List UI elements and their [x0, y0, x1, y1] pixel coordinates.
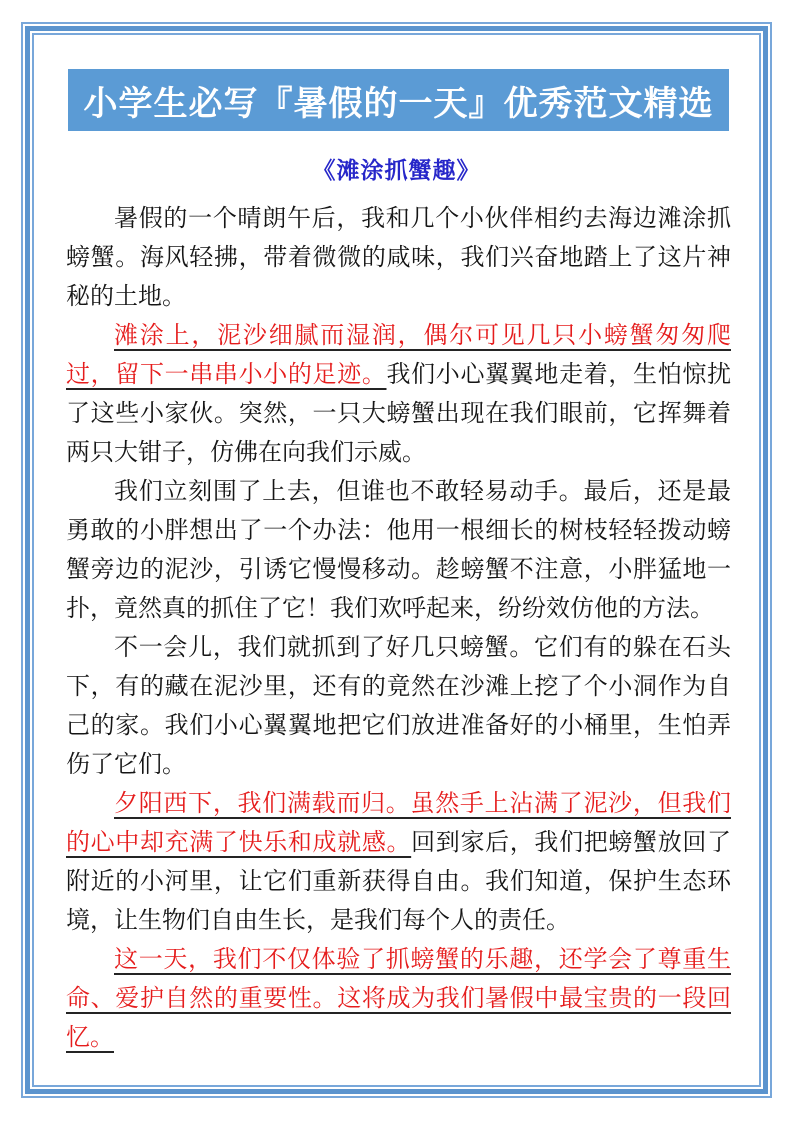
- essay-paragraph-5: [66, 784, 731, 940]
- highlighted-sentence: 滩涂上，泥沙细腻而湿润，偶尔可见几只小螃蟹匆匆爬过，留下一串串小小的足迹。: [66, 322, 731, 388]
- body-sentence: 不一会儿，我们就抓到了好几只螃蟹。它们有的躲在石头下，有的藏在泥沙里，还有的竟然在沙滩上挖了个小洞作为自己的家。我们小心翼翼地把它们放进准备好的小桶里，生怕弄伤了它们。: [66, 634, 731, 778]
- essay-paragraph-2: [66, 316, 731, 472]
- essay-paragraph-4: [66, 628, 731, 784]
- body-sentence: 暑假的一个晴朗午后，我和几个小伙伴相约去海边滩涂抓螃蟹。海风轻拂，带着微微的咸味，我们兴奋地踏上了这片神秘的土地。: [66, 205, 731, 310]
- highlighted-sentence: 这一天，我们不仅体验了抓螃蟹的乐趣，还学会了尊重生命、爱护自然的重要性。这将成为我们暑假中最宝贵的一段回忆。: [66, 946, 731, 1051]
- essay-body: [66, 199, 731, 1057]
- page-border-middle: [25, 26, 768, 1094]
- essay-paragraph-1: [66, 199, 731, 316]
- banner-title: 小学生必写『暑假的一天』优秀范文精选: [83, 85, 714, 123]
- essay-paragraph-3: [66, 472, 731, 628]
- page-border-outer: [21, 22, 772, 1098]
- highlighted-sentence: 夕阳西下，我们满载而归。虽然手上沾满了泥沙，但我们的心中却充满了快乐和成就感。: [66, 790, 731, 856]
- body-sentence: 回到家后，我们把螃蟹放回了附近的小河里，让它们重新获得自由。我们知道，保护生态环境，让生物们自由生长，是我们每个人的责任。: [66, 829, 732, 934]
- body-sentence: 我们立刻围了上去，但谁也不敢轻易动手。最后，还是最勇敢的小胖想出了一个办法：他用一根细长的树枝轻轻拨动螃蟹旁边的泥沙，引诱它慢慢移动。趁螃蟹不注意，小胖猛地一扑，竟然真的抓住了它！我们欢呼起来，纷纷效仿他的方法。: [66, 478, 731, 622]
- body-sentence: 我们小心翼翼地走着，生怕惊扰了这些小家伙。突然，一只大螃蟹出现在我们眼前，它挥舞着两只大钳子，仿佛在向我们示威。: [66, 361, 731, 466]
- essay-paragraph-6: [66, 940, 731, 1057]
- essay-title: 《滩涂抓蟹趣》: [312, 157, 481, 183]
- header-banner: [68, 69, 729, 131]
- page-border-inner: [32, 33, 761, 1087]
